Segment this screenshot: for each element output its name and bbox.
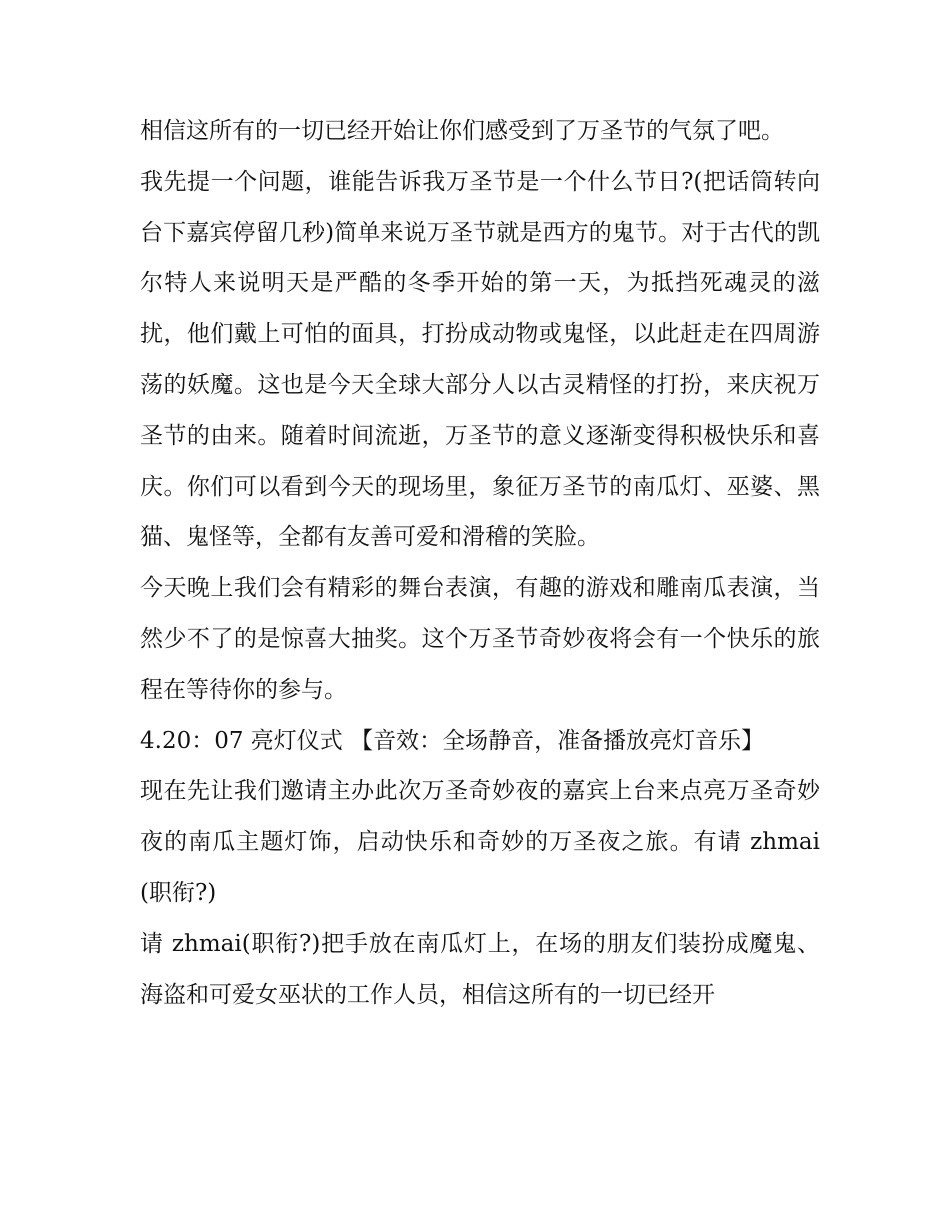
- paragraph-lighting-ceremony-cue: 4.20：07 亮灯仪式 【音效：全场静音，准备播放亮灯音乐】: [140, 727, 765, 754]
- paragraph-invite-guest: 现在先让我们邀请主办此次万圣奇妙夜的嘉宾上台来点亮万圣奇妙夜的南瓜主题灯饰，启动快乐和奇妙的万圣夜之旅。有请 zhmai(职衔?): [140, 778, 820, 906]
- paragraph-halloween-origin: 我先提一个问题，谁能告诉我万圣节是一个什么节日?(把话筒转向台下嘉宾停留几秒)简单来说万圣节就是西方的鬼节。对于古代的凯尔特人来说明天是严酷的冬季开始的第一天，为抵挡死魂灵的滋扰，他们戴上可怕的面具，打扮成动物或鬼怪，以此赶走在四周游荡的妖魔。这也是今天全球大部分人以古灵精怪的打扮，来庆祝万圣节的由来。随着时间流逝，万圣节的意义逐渐变得积极快乐和喜庆。你们可以看到今天的现场里，象征万圣节的南瓜灯、巫婆、黑猫、鬼怪等，全都有友善可爱和滑稽的笑脸。: [140, 168, 820, 551]
- document-body: [140, 106, 820, 1020]
- paragraph-hand-on-lantern: 请 zhmai(职衔?)把手放在南瓜灯上，在场的朋友们装扮成魔鬼、海盗和可爱女巫状的工作人员，相信这所有的一切已经开: [140, 930, 820, 1008]
- paragraph-atmosphere: 相信这所有的一切已经开始让你们感受到了万圣节的气氛了吧。: [140, 118, 784, 144]
- paragraph-tonight-program: 今天晚上我们会有精彩的舞台表演，有趣的游戏和雕南瓜表演，当然少不了的是惊喜大抽奖。这个万圣节奇妙夜将会有一个快乐的旅程在等待你的参与。: [140, 575, 820, 703]
